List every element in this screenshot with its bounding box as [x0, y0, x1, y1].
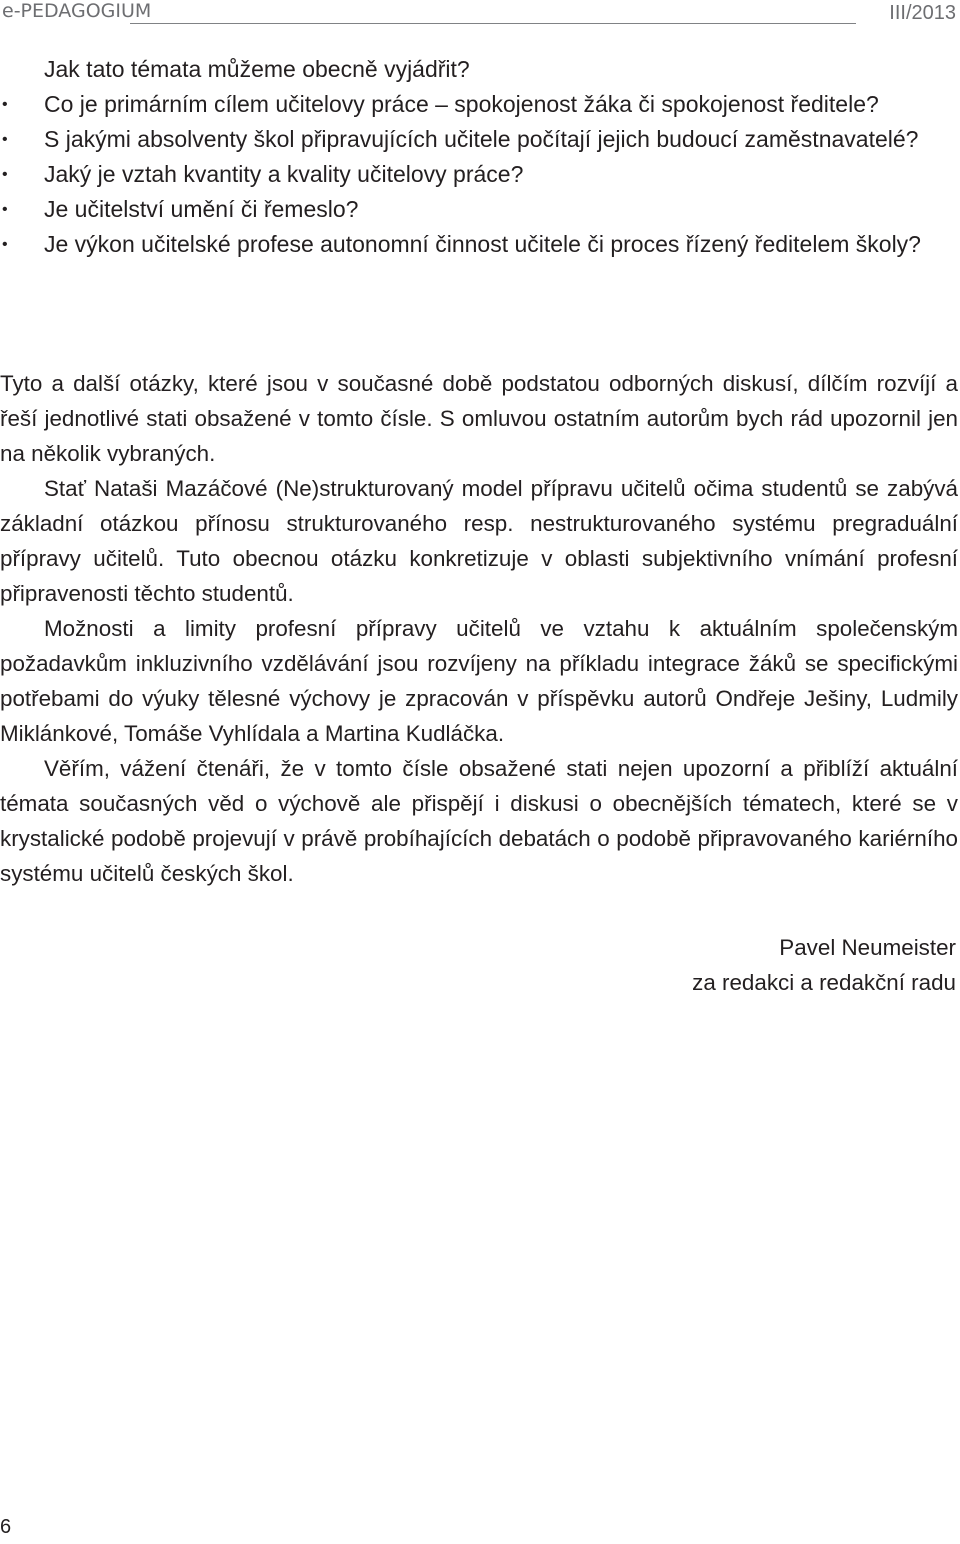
list-item: • Je učitelství umění či řemeslo?	[0, 192, 960, 227]
paragraph: Možnosti a limity profesní přípravy učitelů ve vztahu k aktuálním společenským požadavkům inkluzivního vzdělávání jsou rozvíjeny na příkladu integrace žáků se specifickými potřebami do výuky tělesné výchovy je zpracován v příspěvku autorů Ondřeje Ješiny, Ludmily Miklánkové, Tomáše Vyhlídala a Martina Kudláčka.	[0, 616, 958, 746]
bullet-icon: •	[2, 236, 8, 253]
paragraph: Věřím, vážení čtenáři, že v tomto čísle obsažené stati nejen upozorní a přiblíží aktuální témata současných věd o výchově ale přispějí i diskusi o obecnějších tématech, které se v krystalické podobě projevují v právě probíhajících debatách o podobě připravovaného kariérního systému učitelů českých škol.	[0, 756, 958, 886]
question-list	[0, 87, 960, 262]
page-header	[0, 0, 960, 36]
signature-name: Pavel Neumeister	[779, 935, 956, 960]
list-item: • Je výkon učitelské profese autonomní činnost učitele či proces řízený ředitelem školy?	[0, 227, 960, 262]
issue-number: III/2013	[889, 2, 956, 24]
signature-block	[692, 930, 956, 1000]
bullet-icon: •	[2, 201, 8, 218]
paragraph: Tyto a další otázky, které jsou v současné době podstatou odborných diskusí, dílčím rozvíjí a řeší jednotlivé stati obsažené v tomto čísle. S omluvou ostatním autorům bych rád upozornil jen na několik vybraných.	[0, 371, 958, 466]
body-text	[0, 366, 958, 891]
bullet-icon: •	[2, 166, 8, 183]
page-number: 6	[0, 1516, 12, 1538]
signature-role: za redakci a redakční radu	[692, 970, 956, 995]
list-item: • Jaký je vztah kvantity a kvality učitelovy práce?	[0, 157, 960, 192]
bullet-icon: •	[2, 131, 8, 148]
header-rule	[130, 23, 856, 24]
bullet-icon: •	[2, 96, 8, 113]
intro-lead: Jak tato témata můžeme obecně vyjádřit?	[44, 56, 470, 82]
paragraph: Stať Nataši Mazáčové (Ne)strukturovaný model přípravu učitelů očima studentů se zabývá základní otázkou přínosu strukturovaného resp. nestrukturovaného systému pregraduální přípravy učitelů. Tuto obecnou otázku konkretizuje v oblasti subjektivního vnímání profesní připravenosti těchto studentů.	[0, 476, 958, 606]
journal-logo: e-PEDAGOGIUM	[2, 0, 152, 22]
list-item: • Co je primárním cílem učitelovy práce – spokojenost žáka či spokojenost ředitele?	[0, 87, 960, 122]
intro-section	[0, 52, 960, 262]
list-item: • S jakými absolventy škol připravujících učitele počítají jejich budoucí zaměstnavatelé?	[0, 122, 960, 157]
